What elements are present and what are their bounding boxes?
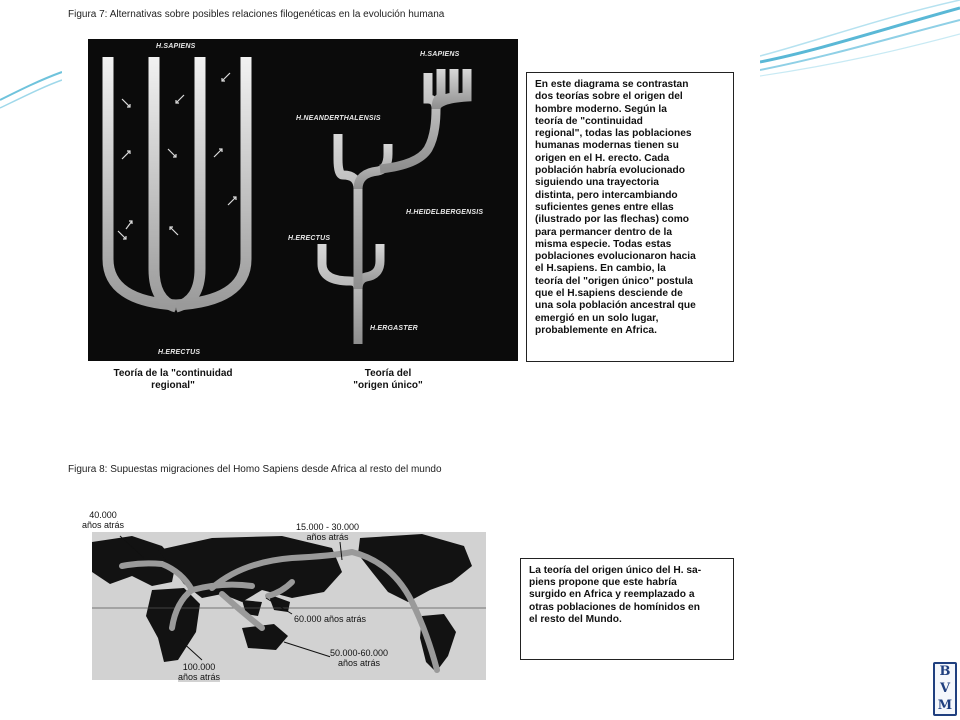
desc7-line: emergió en un solo lugar, <box>535 312 659 324</box>
label-100000 <box>178 662 220 682</box>
label-erectus-left: H.ERECTUS <box>158 349 201 356</box>
desc7-line: (ilustrado por las flechas) como <box>535 214 689 226</box>
figure7-title: Figura 7: Alternativas sobre posibles relaciones filogenéticas en la evolución humana <box>68 9 445 20</box>
desc7-line: origen en el H. erecto. Cada <box>535 152 670 164</box>
label-15000-30000-line2: años atrás <box>306 532 349 542</box>
gene-flow-arrows <box>118 73 236 239</box>
single-origin-tree <box>322 69 467 344</box>
caption-single-origin <box>328 368 448 392</box>
label-100000-line1: 100.000 <box>182 662 216 672</box>
label-100000-line2: años atrás <box>178 672 221 682</box>
logo-letter: B <box>939 664 951 680</box>
document-page <box>62 6 760 720</box>
caption-single-origin-line1: Teoría del <box>364 368 412 379</box>
label-60000: 60.000 años atrás <box>294 614 367 624</box>
logo-letter: V <box>939 680 951 696</box>
desc7-line: una sola población ancestral que <box>535 300 696 312</box>
label-40000 <box>82 510 124 530</box>
figure7-description-box <box>526 72 734 362</box>
desc7-line: regional", todas las poblaciones <box>535 128 692 140</box>
desc7-line: probablemente en Africa. <box>535 324 657 336</box>
label-15000-30000-line1: 15.000 - 30.000 <box>296 522 360 532</box>
label-neanderthalensis: H.NEANDERTHALENSIS <box>296 115 381 122</box>
desc7-line: En este diagrama se contrastan <box>535 79 689 90</box>
desc7-line: misma especie. Todas estas <box>535 238 672 250</box>
bvm-logo <box>933 662 957 716</box>
caption-continuity-line1: Teoría de la "continuidad <box>113 368 233 379</box>
continuity-tree <box>108 57 246 344</box>
phylogeny-diagram <box>88 39 518 361</box>
desc7-line: para permancer dentro de la <box>535 226 673 238</box>
phylogeny-panel <box>88 39 518 361</box>
desc7-line: teoría del "origen único" postula <box>535 275 693 287</box>
logo-letter: M <box>937 697 953 713</box>
desc7-line: humanas modernas tienen su <box>535 140 679 152</box>
desc7-line: dos teorías sobre el origen del <box>535 91 683 103</box>
label-sapiens-left: H.SAPIENS <box>156 43 196 50</box>
desc7-line: teoría de "continuidad <box>535 115 643 127</box>
label-erectus-right: H.ERECTUS <box>288 235 331 242</box>
label-ergaster: H.ERGASTER <box>370 325 418 332</box>
figure8-title: Figura 8: Supuestas migraciones del Homo Sapiens desde Africa al resto del mundo <box>68 464 442 475</box>
desc7-line: el H.sapiens. En cambio, la <box>535 263 666 275</box>
label-50000-60000-line2: años atrás <box>338 658 381 668</box>
caption-continuity-line2: regional" <box>151 380 195 391</box>
desc8-line: otras poblaciones de homínidos en <box>529 601 700 613</box>
desc8-line: piens propone que este habría <box>529 577 677 589</box>
desc7-line: que el H.sapiens desciende de <box>535 288 683 300</box>
desc7-line: hombre moderno. Según la <box>535 103 667 115</box>
label-15000-30000 <box>296 522 359 542</box>
desc7-line: suficientes genes entre ellas <box>535 201 674 213</box>
figure8-description-box <box>520 558 734 660</box>
desc7-line: poblaciones evolucionaron hacia <box>535 251 696 263</box>
label-sapiens-right: H.SAPIENS <box>420 51 460 58</box>
label-40000-line1: 40.000 <box>89 510 117 520</box>
label-40000-line2: años atrás <box>82 520 125 530</box>
desc7-line: siguiendo una trayectoria <box>535 177 659 189</box>
desc7-line: distinta, pero intercambiando <box>535 189 678 201</box>
desc8-line: La teoría del origen único del H. sa- <box>529 565 702 576</box>
desc8-line: el resto del Mundo. <box>529 613 622 625</box>
label-50000-60000-line1: 50.000-60.000 <box>330 648 389 658</box>
world-map <box>92 532 486 680</box>
world-map-drawing <box>92 532 486 680</box>
label-50000-60000 <box>330 648 388 668</box>
caption-single-origin-line2: "origen único" <box>353 380 423 391</box>
label-heidelbergensis: H.HEIDELBERGENSIS <box>406 209 484 216</box>
desc7-line: población habría evolucionado <box>535 165 686 177</box>
caption-continuity <box>98 368 248 392</box>
desc8-line: surgido en Africa y reemplazado a <box>529 589 695 601</box>
